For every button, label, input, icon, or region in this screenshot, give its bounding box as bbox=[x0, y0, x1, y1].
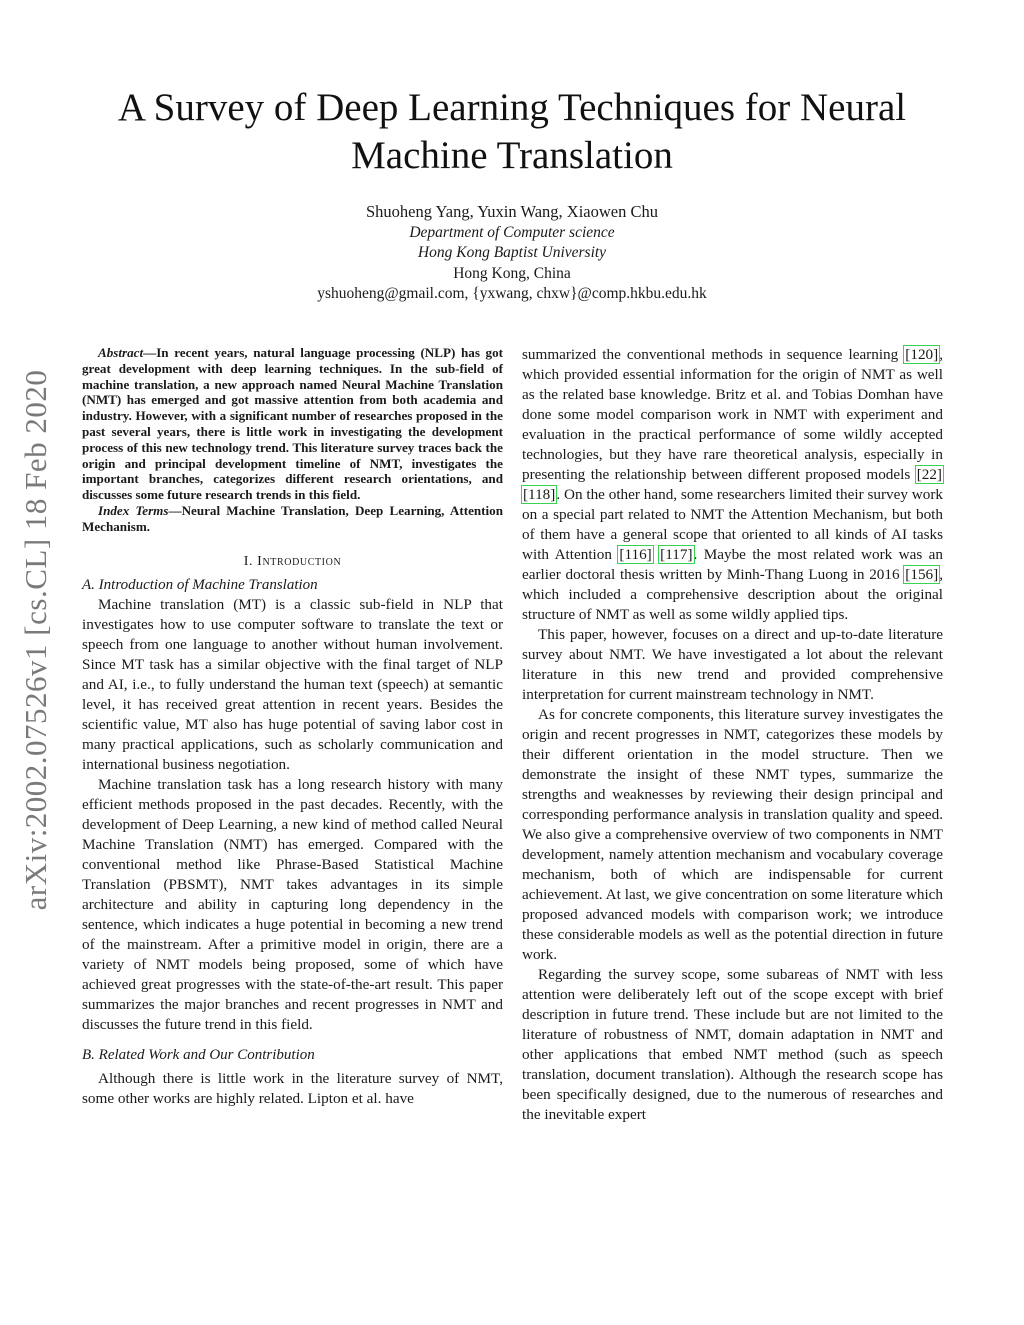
text-run: . Maybe the most related work was an earlier doctoral thesis written by Minh-Thang Luong in 2016 bbox=[522, 546, 944, 583]
arxiv-identifier: arXiv:2002.07526v1 [cs.CL] 18 Feb 2020 bbox=[18, 369, 53, 911]
text-run: , which included a comprehensive description about the original structure of NMT as well as some wildly applied tips. bbox=[522, 566, 943, 623]
paragraph: Machine translation task has a long research history with many efficient methods proposed in the past decades. Recently, with the development of Deep Learning, a new kind of method called Neural Machine Translation (NMT) has emerged. Compared with the conventional method like Phrase-Based Statistical Machine Translation (PBSMT), NMT takes advantages in its simple architecture and ability in capturing long dependency in the sentence, which indicates a huge potential in becoming a new trend of the mainstream. After a primitive model in origin, there are a variety of NMT models being proposed, some of which have achieved great progresses with the state-of-the-art result. This paper summarizes the major branches and recent progresses in NMT and discusses the future trend in this field. bbox=[82, 775, 503, 1033]
paragraph-related-work bbox=[522, 345, 943, 625]
text-run: , which provided essential information for the origin of NMT as well as the related base knowledge. Britz et al. and Tobias Domhan have done some model comparison work in NMT with experiment and evaluation in the practical performance of some wildly accepted technologies, but they have rare theoretical analysis, especially in presenting the relationship between different proposed models bbox=[522, 346, 943, 483]
section-heading-introduction: I. Introduction bbox=[243, 553, 342, 569]
abstract-text: —In recent years, natural language processing (NLP) has got great development with deep learning techniques. In the sub-field of machine translation, a new approach named Neural Machine Translation (NMT) has emerged and got massive attention from both academia and industry. However, with a significant number of researches proposed in the past several years, there is little work in investigating the development process of this new technology trend. This literature survey traces back the origin and principal development timeline of NMT, investigates the important branches, categorizes different research orientations, and discusses some future research trends in this field. bbox=[82, 345, 503, 503]
author-names: Shuoheng Yang, Yuxin Wang, Xiaowen Chu bbox=[365, 202, 658, 221]
author-location: Hong Kong, China bbox=[453, 264, 571, 282]
index-terms bbox=[82, 503, 503, 535]
author-university: Hong Kong Baptist University bbox=[417, 244, 607, 261]
paper-title-line-2: Machine Translation bbox=[351, 134, 673, 177]
paragraph: As for concrete components, this literature survey investigates the origin and recent progresses in NMT, categorizes these models by their different orientation in the model structure. Then we demonstrate the insight of these NMT types, summarize the strengths and weaknesses by reviewing their design principal and corresponding performance analysis in translation quality and speed. We also give a comprehensive overview of two components in NMT development, namely attention mechanism and vocabulary coverage mechanism, both of which are indispensable for current achievement. At last, we give concentration on some literature which proposed advanced models with comparison work; we introduce these considerable models as well as the potential direction in future work. bbox=[522, 706, 943, 963]
paragraph: Although there is little work in the literature survey of NMT, some other works are highly related. Lipton et al. have bbox=[82, 1069, 503, 1107]
subsection-heading-a: A. Introduction of Machine Translation bbox=[82, 576, 318, 593]
text-run: . On the other hand, some researchers limited their survey work on a special part related to NMT the Attention Mechanism, but both of them have a general scope that oriented to all kinds of AI tasks with Attention bbox=[522, 486, 943, 563]
citation-link[interactable]: [120] bbox=[905, 346, 939, 363]
author-department: Department of Computer science bbox=[409, 223, 615, 241]
citation-link[interactable]: [156] bbox=[905, 566, 939, 583]
paragraph: This paper, however, focuses on a direct and up-to-date literature survey about NMT. We have investigated a lot about the relevant literature in this new trend and provided comprehensive interpretation for current mainstream technology in NMT. bbox=[522, 626, 943, 703]
paragraph: Machine translation (MT) is a classic sub-field in NLP that investigates how to use computer software to translate the text or speech from one language to another without human involvement. Since MT task has a similar objective with the final target of NLP and AI, i.e., to fully understand the human text (speech) at semantic level, it has received great attention in recent years. Besides the scientific value, MT also has huge potential of saving labor cost in many practical applications, such as scholarly communication and international business negotiation. bbox=[82, 595, 503, 773]
author-block bbox=[0, 202, 1024, 305]
text-run: summarized the conventional methods in sequence learning bbox=[522, 346, 905, 363]
paper-title-line-1: A Survey of Deep Learning Techniques for Neural bbox=[117, 86, 907, 129]
index-terms-text: —Neural Machine Translation, Deep Learning, Attention Mechanism. bbox=[82, 502, 503, 534]
citation-link[interactable]: [118] bbox=[523, 486, 556, 503]
paper-title bbox=[62, 84, 962, 180]
right-column bbox=[522, 345, 943, 1125]
subsection-heading-b: B. Related Work and Our Contribution bbox=[82, 1046, 315, 1063]
left-column bbox=[82, 345, 503, 1109]
paragraph: Regarding the survey scope, some subareas of NMT with less attention were deliberately left out of the scope except with brief description in future trend. These include but are not limited to the literature of robustness of NMT, domain adaptation in NMT and other applications that embed NMT method (such as speech translation, document translation). Although the research scope has been specifically designed, due to the numerous of researches and the inevitable expert bbox=[522, 966, 943, 1123]
index-terms-label: Index Terms bbox=[98, 502, 169, 518]
author-emails: yshuoheng@gmail.com, {yxwang, chxw}@comp.hkbu.edu.hk bbox=[317, 285, 707, 302]
citation-link[interactable]: [22] bbox=[916, 466, 942, 483]
abstract-label: Abstract bbox=[98, 345, 144, 360]
citation-link[interactable]: [116] bbox=[619, 546, 652, 563]
citation-link[interactable]: [117] bbox=[660, 546, 693, 563]
abstract bbox=[82, 345, 503, 503]
